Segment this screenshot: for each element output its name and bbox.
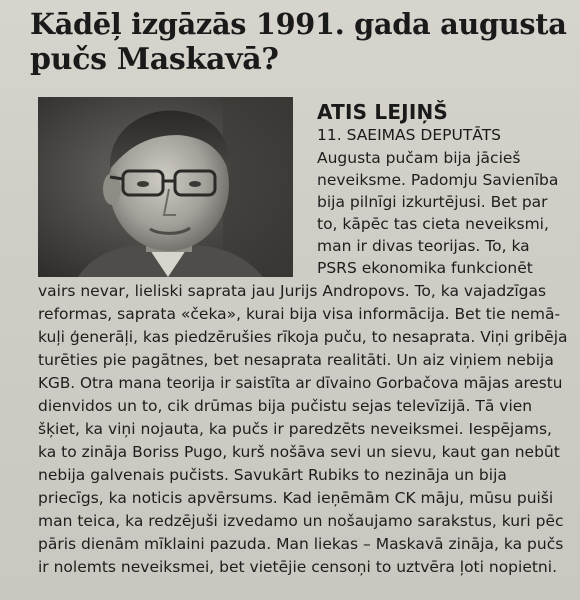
body-line: to, kāpēc tas cieta neveiksmi, [317, 215, 549, 233]
body-line: nebija galvenais pučists. Savukārt Rubiks to nezināja un bija [38, 466, 507, 484]
body-line: vairs nevar, lieliski saprata jau Jurijs Andropovs. To, ka vajadzīgas [38, 282, 547, 300]
author-name: ATIS LEJIŅŠ [317, 100, 449, 124]
body-line: turēties pie pagātnes, bet nesaprata realitāti. Un aiz viņiem nebija [38, 351, 554, 369]
author-role: 11. SAEIMAS DEPUTĀTS [317, 126, 502, 144]
body-line: reformas, saprata «čeka», kurai bija visa informācija. Bet tie nemā- [38, 305, 561, 323]
body-line: šķiet, ka viņi nojauta, ka pučs ir paredzēts neveiksmei. Iespējams, [38, 420, 552, 438]
body-line: kuļi ģenerāļi, kas piedzērušies rīkoja puču, to nesaprata. Viņi gribēja [38, 328, 568, 346]
headline-line-1: Kādēļ izgāzās 1991. gada augusta [30, 7, 567, 41]
byline [317, 100, 567, 146]
body-line: dienvidos un to, cik drūmas bija pučistu sejas televīzijā. Tā vien [38, 397, 533, 415]
body-line: pāris dienām mīklaini pazuda. Man liekas – Maskavā zināja, ka pučs [38, 535, 564, 553]
body-line: Augusta pučam bija jācieš [317, 149, 521, 167]
body-line: bija pilnīgi izkurtējusi. Bet par [317, 193, 548, 211]
body-line: KGB. Otra mana teorija ir saistīta ar dīvaino Gorbačova mājas arestu [38, 374, 563, 392]
body-line: man teica, ka redzējuši izvedamo un nošaujamo sarakstus, kuri pēc [38, 512, 564, 530]
headline-line-2: pučs Maskavā? [30, 42, 279, 77]
body-line: PSRS ekonomika funkcionēt [317, 259, 533, 277]
body-line: ka to zināja Boriss Pugo, kurš nošāva sevi un sievu, kaut gan nebūt [38, 443, 560, 461]
article-headline [30, 6, 570, 78]
body-line: ir nolemts neveiksmei, bet vietējie censoņi to uztvēra ļoti nopietni. [38, 558, 557, 576]
body-line: man ir divas teorijas. To, ka [317, 237, 530, 255]
author-photo [38, 97, 293, 277]
body-line: neveiksme. Padomju Savienība [317, 171, 559, 189]
body-line: priecīgs, ka noticis apvērsums. Kad ieņēmām CK māju, mūsu puiši [38, 489, 554, 507]
